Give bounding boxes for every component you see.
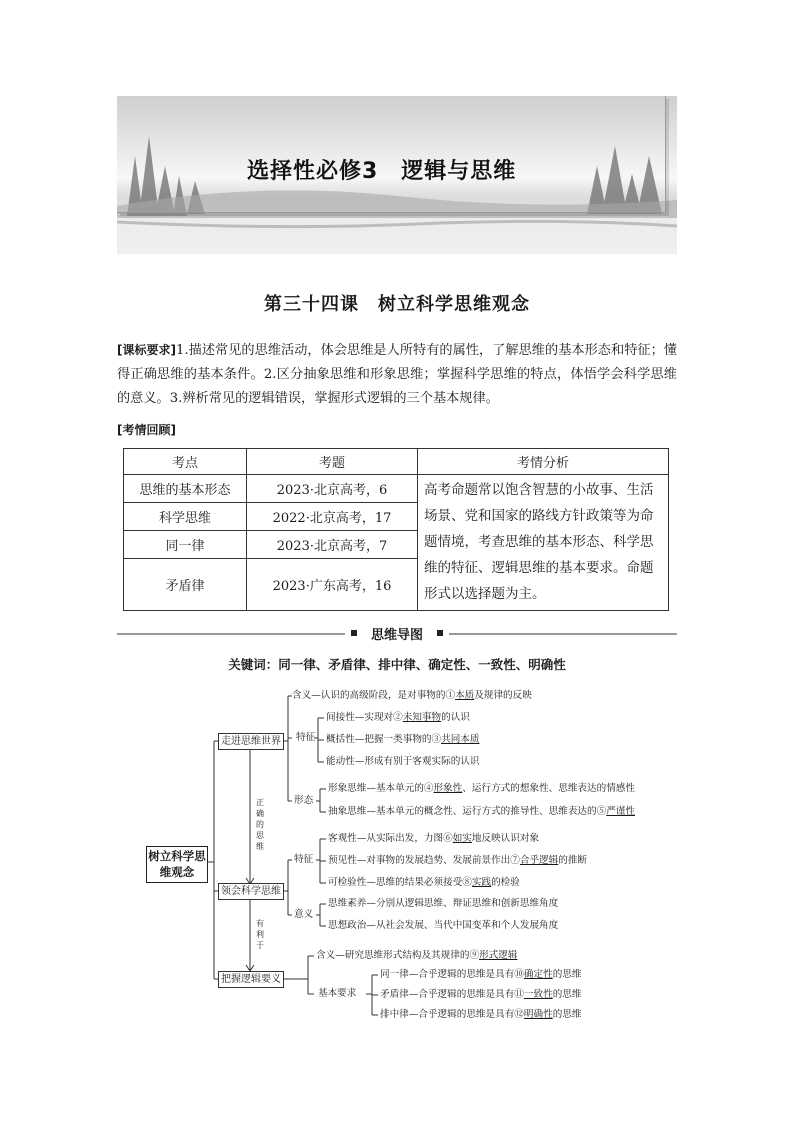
answer-key: 一致性 (523, 989, 553, 1000)
b1-feature-label: 特征 (296, 732, 316, 743)
b2-feature-3 (328, 877, 520, 889)
analysis-cell: 高考命题常以饱含智慧的小故事、生活场景、党和国家的路线方针政策等为命题情境，考查思维的基本形态、科学思维的特征、逻辑思维的基本要求。命题形式以选择题为主。 (418, 475, 669, 611)
row-question: 2023·北京高考，7 (247, 531, 418, 559)
text: 的认识 (441, 712, 470, 723)
b1-form-1 (328, 783, 635, 795)
link-beneficial: 有利于 (256, 919, 264, 950)
b3-requirement-1 (380, 969, 581, 981)
b1-form-2 (328, 806, 635, 818)
b1-meaning (292, 690, 532, 702)
row-point: 科学思维 (124, 503, 247, 531)
b1-feature-1 (326, 712, 470, 724)
b1-feature-3: 能动性—形成有别于客观实际的认识 (326, 756, 480, 767)
b2-feature-1 (328, 833, 539, 845)
header-analysis: 考情分析 (418, 449, 669, 475)
b2-feature-2 (328, 855, 587, 867)
text: 排中律—合乎逻辑的思维是具有⑫ (380, 1009, 524, 1020)
answer-key: 形式逻辑 (479, 950, 518, 961)
lesson-title: 第三十四课 树立科学思维观念 (264, 294, 530, 315)
book-title: 选择性必修3 逻辑与思维 (247, 159, 517, 184)
answer-key: 形象性 (433, 783, 463, 794)
text: 地反映认识对象 (471, 833, 540, 844)
answer-key: 如实 (452, 833, 472, 844)
answer-key: 合乎逻辑 (519, 855, 559, 866)
text: 预见性—对事物的发展趋势、发展前景作出⑦ (328, 855, 520, 866)
requirements-label: [课标要求] (117, 343, 177, 357)
b2-significance-2: 思想政治—从社会发展、当代中国变革和个人发展角度 (328, 920, 559, 931)
answer-key: 本质 (455, 690, 475, 701)
text: —认识的高级阶段，是对事物的① (311, 690, 456, 701)
b3-requirement-2 (380, 989, 581, 1001)
text: 的思维 (552, 969, 582, 980)
header-question: 考题 (247, 449, 418, 475)
row-point: 思维的基本形态 (124, 475, 247, 503)
text: 及规律的反映 (474, 690, 532, 701)
label: 含义 (292, 690, 312, 701)
requirements-text: 1.描述常见的思维活动，体会思维是人所特有的属性，了解思维的基本形态和特征；懂得正确思维的基本条件。2.区分抽象思维和形象思维；掌握科学思维的特点，体悟学会科学思维的意义。3.辨析常见的逻辑错误，掌握形式逻辑的三个基本规律。 (117, 343, 677, 406)
answer-key: 严谨性 (606, 806, 635, 817)
b1-feature-2 (326, 734, 480, 746)
link-correct-thinking: 正确的思维 (256, 798, 264, 851)
text: 形象思维—基本单元的④ (328, 783, 434, 794)
review-label: [考情回顾] (117, 423, 176, 437)
text: 矛盾律—合乎逻辑的思维是具有⑪ (380, 989, 524, 1000)
b2-significance-label: 意义 (294, 909, 314, 920)
row-question: 2023·广东高考，16 (247, 559, 418, 611)
text: 的检验 (491, 877, 520, 888)
answer-key: 实践 (471, 877, 492, 888)
text: 可检验性—思维的结果必须接受⑧ (328, 877, 472, 888)
text: 间接性—实现对② (326, 712, 403, 723)
b2-feature-label: 特征 (294, 854, 314, 865)
text: 的思维 (552, 989, 582, 1000)
section-title: 思维导图 (370, 628, 423, 643)
header-point: 考点 (124, 449, 247, 475)
b3-meaning (316, 950, 517, 962)
branch-scientific-thinking: 领会科学思维 (218, 883, 284, 900)
branch-thinking-world: 走进思维世界 (218, 733, 284, 750)
row-question: 2022·北京高考，17 (247, 503, 418, 531)
b3-requirements-label: 基本要求 (318, 988, 357, 999)
b1-form-label: 形态 (294, 795, 314, 806)
text: 含义—研究思维形式结构及其规律的⑨ (316, 950, 480, 961)
text: 、运行方式的想象性、思维表达的情感性 (462, 783, 635, 794)
row-point: 矛盾律 (124, 559, 247, 611)
b3-requirement-3 (380, 1009, 581, 1021)
row-point: 同一律 (124, 531, 247, 559)
b2-significance-1: 思维素养—分别从逻辑思维、辩证思维和创新思维角度 (328, 898, 559, 909)
mindmap-root: 树立科学思维观念 (146, 846, 208, 883)
text: 概括性—把握一类事物的③ (326, 734, 442, 745)
text: 同一律—合乎逻辑的思维是具有⑩ (380, 969, 524, 980)
text: 抽象思维—基本单元的概念性、运行方式的推导性、思维表达的⑤ (328, 806, 607, 817)
answer-key: 未知事物 (402, 712, 442, 723)
text: 的推断 (558, 855, 588, 866)
branch-logic-essence: 把握逻辑要义 (218, 971, 284, 988)
text: 的思维 (552, 1009, 582, 1020)
answer-key: 明确性 (523, 1009, 553, 1020)
answer-key: 确定性 (523, 969, 553, 980)
row-question: 2023·北京高考，6 (247, 475, 418, 503)
keywords-line: 关键词：同一律、矛盾律、排中律、确定性、一致性、明确性 (228, 657, 566, 672)
answer-key: 共同本质 (441, 734, 480, 745)
text: 客观性—从实际出发，力图⑥ (328, 833, 453, 844)
